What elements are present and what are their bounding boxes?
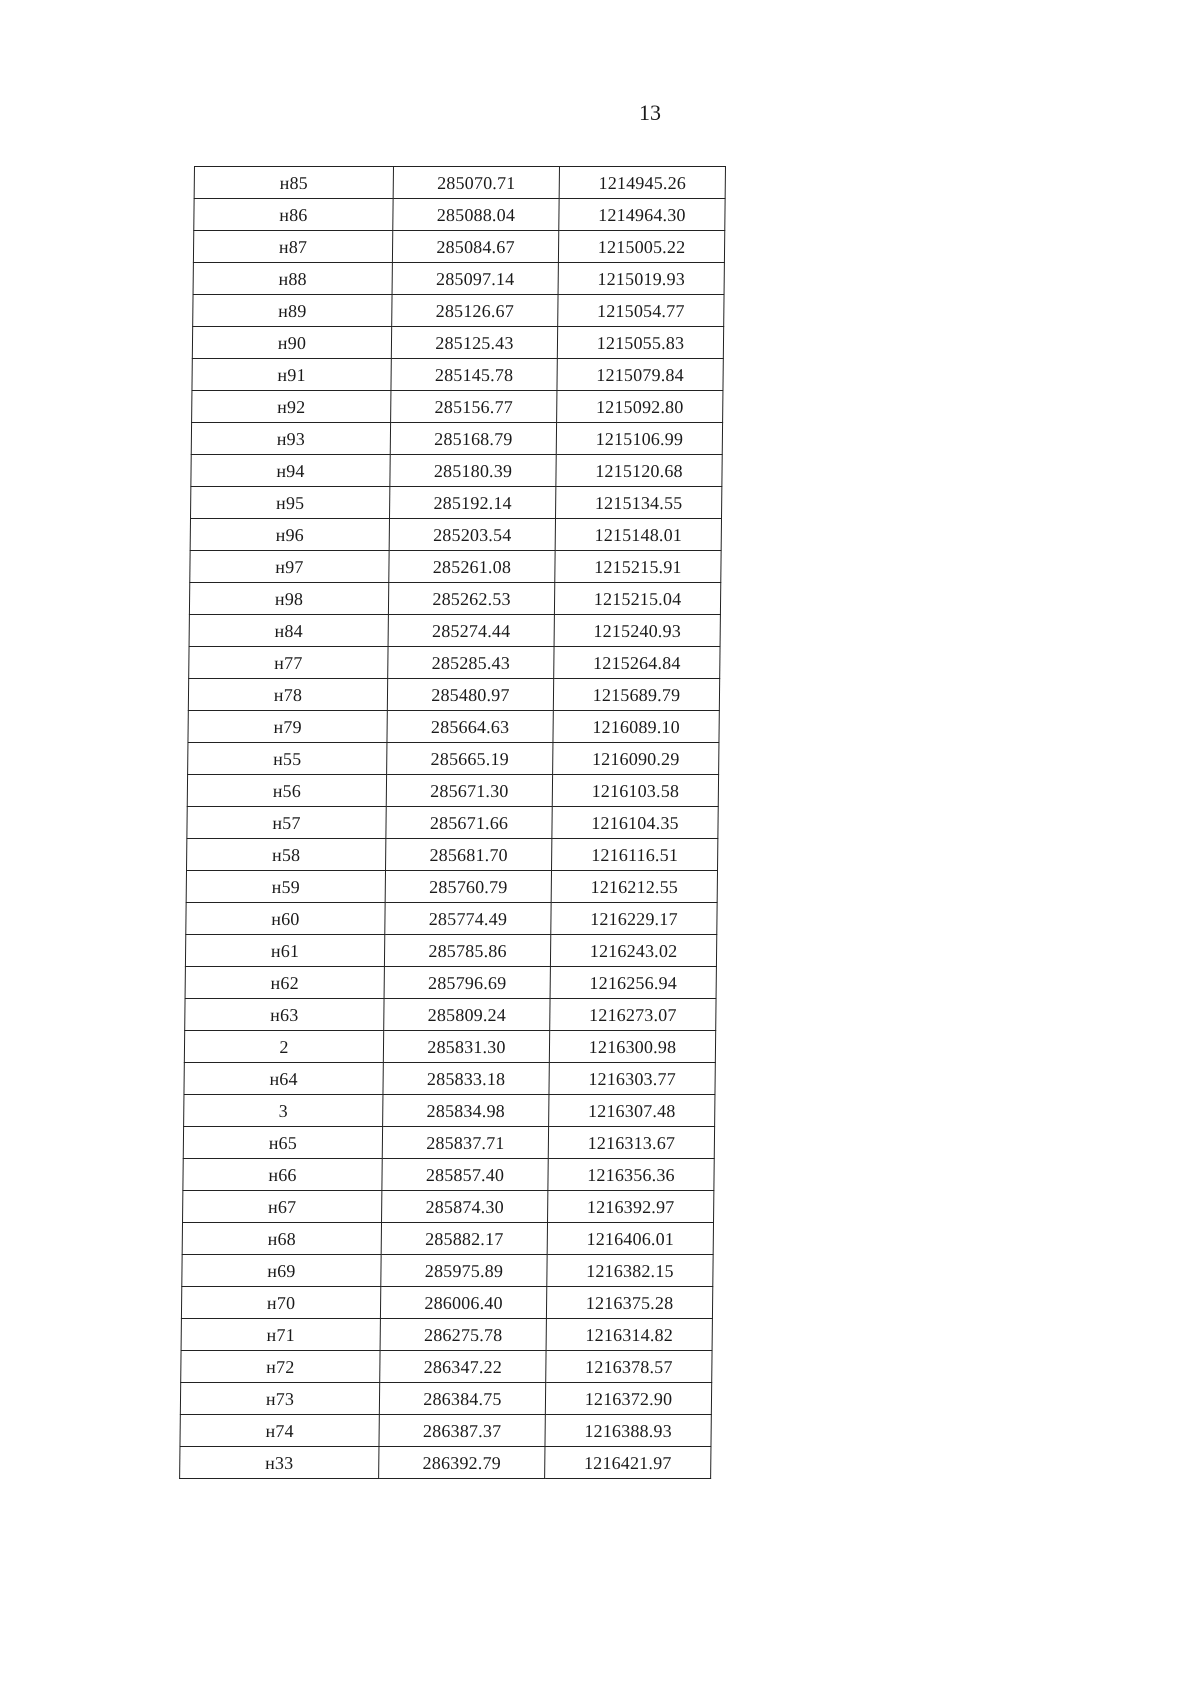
table-row xyxy=(180,1383,711,1415)
point-id-cell: н78 xyxy=(188,679,387,711)
point-id-cell: н33 xyxy=(180,1447,379,1479)
x-coordinate-cell: 285180.39 xyxy=(390,455,556,487)
point-id-cell: н73 xyxy=(180,1383,379,1415)
x-coordinate-cell: 285975.89 xyxy=(381,1255,547,1287)
point-id-cell: н86 xyxy=(194,199,393,231)
y-coordinate-cell: 1215092.80 xyxy=(557,391,723,423)
x-coordinate-cell: 285192.14 xyxy=(390,487,556,519)
table-row xyxy=(189,647,720,679)
table-row xyxy=(183,1127,714,1159)
point-id-cell: н69 xyxy=(182,1255,381,1287)
x-coordinate-cell: 285168.79 xyxy=(390,423,556,455)
x-coordinate-cell: 285760.79 xyxy=(385,871,551,903)
y-coordinate-cell: 1216375.28 xyxy=(546,1287,712,1319)
table-row xyxy=(187,807,718,839)
table-row xyxy=(194,199,725,231)
page-number: 13 xyxy=(639,100,661,125)
point-id-cell: н94 xyxy=(191,455,390,487)
x-coordinate-cell: 286384.75 xyxy=(379,1383,545,1415)
table-row xyxy=(186,903,717,935)
x-coordinate-cell: 285203.54 xyxy=(389,519,555,551)
table-row xyxy=(191,487,722,519)
x-coordinate-cell: 285665.19 xyxy=(387,743,553,775)
x-coordinate-cell: 285834.98 xyxy=(383,1095,549,1127)
y-coordinate-cell: 1216089.10 xyxy=(553,711,719,743)
table-row xyxy=(189,583,720,615)
y-coordinate-cell: 1215148.01 xyxy=(555,519,721,551)
y-coordinate-cell: 1216273.07 xyxy=(550,999,716,1031)
y-coordinate-cell: 1216388.93 xyxy=(545,1415,711,1447)
y-coordinate-cell: 1216313.67 xyxy=(548,1127,714,1159)
table-row xyxy=(192,359,723,391)
table-row xyxy=(183,1191,714,1223)
y-coordinate-cell: 1216116.51 xyxy=(552,839,718,871)
y-coordinate-cell: 1215215.04 xyxy=(554,583,720,615)
x-coordinate-cell: 285664.63 xyxy=(387,711,553,743)
point-id-cell: н87 xyxy=(193,231,392,263)
y-coordinate-cell: 1215120.68 xyxy=(556,455,722,487)
x-coordinate-cell: 285857.40 xyxy=(382,1159,548,1191)
y-coordinate-cell: 1215054.77 xyxy=(558,295,724,327)
y-coordinate-cell: 1216356.36 xyxy=(548,1159,714,1191)
x-coordinate-cell: 285261.08 xyxy=(389,551,555,583)
point-id-cell: н60 xyxy=(186,903,385,935)
point-id-cell: н88 xyxy=(193,263,392,295)
point-id-cell: н56 xyxy=(187,775,386,807)
x-coordinate-cell: 285285.43 xyxy=(388,647,554,679)
table-row xyxy=(194,167,725,199)
point-id-cell: н95 xyxy=(191,487,390,519)
x-coordinate-cell: 285809.24 xyxy=(384,999,550,1031)
point-id-cell: н61 xyxy=(185,935,384,967)
x-coordinate-cell: 285070.71 xyxy=(393,167,559,199)
y-coordinate-cell: 1215689.79 xyxy=(553,679,719,711)
x-coordinate-cell: 285874.30 xyxy=(382,1191,548,1223)
point-id-cell: н67 xyxy=(183,1191,382,1223)
x-coordinate-cell: 286347.22 xyxy=(380,1351,546,1383)
table-row xyxy=(180,1415,711,1447)
point-id-cell: н66 xyxy=(183,1159,382,1191)
point-id-cell: н72 xyxy=(181,1351,380,1383)
x-coordinate-cell: 286006.40 xyxy=(380,1287,546,1319)
x-coordinate-cell: 285796.69 xyxy=(384,967,550,999)
x-coordinate-cell: 286392.79 xyxy=(379,1447,545,1479)
x-coordinate-cell: 285837.71 xyxy=(382,1127,548,1159)
point-id-cell: н91 xyxy=(192,359,391,391)
point-id-cell: н85 xyxy=(194,167,393,199)
coordinates-table xyxy=(179,166,726,1479)
table-row xyxy=(182,1223,713,1255)
x-coordinate-cell: 285480.97 xyxy=(387,679,553,711)
table-row xyxy=(189,615,720,647)
y-coordinate-cell: 1216104.35 xyxy=(552,807,718,839)
y-coordinate-cell: 1216314.82 xyxy=(546,1319,712,1351)
table-row xyxy=(187,839,718,871)
point-id-cell: н58 xyxy=(187,839,386,871)
table-row xyxy=(185,935,716,967)
table-row xyxy=(186,871,717,903)
coordinates-table-body xyxy=(180,167,726,1479)
point-id-cell: н77 xyxy=(189,647,388,679)
table-row xyxy=(184,1031,715,1063)
x-coordinate-cell: 285156.77 xyxy=(391,391,557,423)
y-coordinate-cell: 1214945.26 xyxy=(559,167,725,199)
y-coordinate-cell: 1216392.97 xyxy=(548,1191,714,1223)
point-id-cell: н92 xyxy=(192,391,391,423)
table-row xyxy=(187,775,718,807)
y-coordinate-cell: 1216103.58 xyxy=(552,775,718,807)
y-coordinate-cell: 1216378.57 xyxy=(546,1351,712,1383)
y-coordinate-cell: 1215240.93 xyxy=(554,615,720,647)
x-coordinate-cell: 285671.66 xyxy=(386,807,552,839)
x-coordinate-cell: 285125.43 xyxy=(391,327,557,359)
x-coordinate-cell: 285274.44 xyxy=(388,615,554,647)
table-row xyxy=(192,391,723,423)
y-coordinate-cell: 1215215.91 xyxy=(555,551,721,583)
table-row xyxy=(191,455,722,487)
point-id-cell: н74 xyxy=(180,1415,379,1447)
table-row xyxy=(181,1319,712,1351)
table-row xyxy=(188,711,719,743)
table-row xyxy=(191,423,722,455)
y-coordinate-cell: 1215264.84 xyxy=(554,647,720,679)
y-coordinate-cell: 1216212.55 xyxy=(551,871,717,903)
x-coordinate-cell: 285126.67 xyxy=(392,295,558,327)
x-coordinate-cell: 286387.37 xyxy=(379,1415,545,1447)
x-coordinate-cell: 285785.86 xyxy=(384,935,550,967)
point-id-cell: н96 xyxy=(190,519,389,551)
y-coordinate-cell: 1215079.84 xyxy=(557,359,723,391)
point-id-cell: 3 xyxy=(184,1095,383,1127)
point-id-cell: н57 xyxy=(187,807,386,839)
y-coordinate-cell: 1215055.83 xyxy=(557,327,723,359)
table-row xyxy=(192,327,723,359)
y-coordinate-cell: 1216303.77 xyxy=(549,1063,715,1095)
y-coordinate-cell: 1216243.02 xyxy=(550,935,716,967)
table-row xyxy=(188,743,719,775)
x-coordinate-cell: 285882.17 xyxy=(381,1223,547,1255)
x-coordinate-cell: 285833.18 xyxy=(383,1063,549,1095)
table-row xyxy=(182,1255,713,1287)
y-coordinate-cell: 1216372.90 xyxy=(545,1383,711,1415)
point-id-cell: н84 xyxy=(189,615,388,647)
x-coordinate-cell: 285681.70 xyxy=(386,839,552,871)
point-id-cell: н64 xyxy=(184,1063,383,1095)
point-id-cell: н65 xyxy=(183,1127,382,1159)
point-id-cell: н93 xyxy=(191,423,390,455)
y-coordinate-cell: 1216382.15 xyxy=(547,1255,713,1287)
point-id-cell: н55 xyxy=(188,743,387,775)
y-coordinate-cell: 1216307.48 xyxy=(549,1095,715,1127)
point-id-cell: н71 xyxy=(181,1319,380,1351)
x-coordinate-cell: 285774.49 xyxy=(385,903,551,935)
point-id-cell: н97 xyxy=(190,551,389,583)
y-coordinate-cell: 1216406.01 xyxy=(547,1223,713,1255)
x-coordinate-cell: 285145.78 xyxy=(391,359,557,391)
x-coordinate-cell: 285088.04 xyxy=(393,199,559,231)
point-id-cell: н59 xyxy=(186,871,385,903)
y-coordinate-cell: 1216090.29 xyxy=(553,743,719,775)
point-id-cell: н79 xyxy=(188,711,387,743)
x-coordinate-cell: 285097.14 xyxy=(392,263,558,295)
point-id-cell: 2 xyxy=(184,1031,383,1063)
point-id-cell: н62 xyxy=(185,967,384,999)
x-coordinate-cell: 285831.30 xyxy=(383,1031,549,1063)
point-id-cell: н90 xyxy=(192,327,391,359)
y-coordinate-cell: 1216300.98 xyxy=(549,1031,715,1063)
x-coordinate-cell: 285084.67 xyxy=(392,231,558,263)
table-row xyxy=(193,295,724,327)
point-id-cell: н89 xyxy=(193,295,392,327)
y-coordinate-cell: 1216421.97 xyxy=(545,1447,711,1479)
y-coordinate-cell: 1215106.99 xyxy=(556,423,722,455)
table-row xyxy=(184,1063,715,1095)
table-row xyxy=(185,967,716,999)
point-id-cell: н68 xyxy=(182,1223,381,1255)
point-id-cell: н98 xyxy=(189,583,388,615)
table-row xyxy=(181,1287,712,1319)
table-row xyxy=(180,1447,711,1479)
y-coordinate-cell: 1216229.17 xyxy=(551,903,717,935)
table-row xyxy=(193,231,724,263)
table-row xyxy=(184,1095,715,1127)
point-id-cell: н63 xyxy=(185,999,384,1031)
point-id-cell: н70 xyxy=(181,1287,380,1319)
table-row xyxy=(188,679,719,711)
table-row xyxy=(183,1159,714,1191)
y-coordinate-cell: 1216256.94 xyxy=(550,967,716,999)
table-row xyxy=(190,519,721,551)
y-coordinate-cell: 1214964.30 xyxy=(559,199,725,231)
y-coordinate-cell: 1215005.22 xyxy=(558,231,724,263)
table-row xyxy=(193,263,724,295)
y-coordinate-cell: 1215134.55 xyxy=(556,487,722,519)
y-coordinate-cell: 1215019.93 xyxy=(558,263,724,295)
table-row xyxy=(185,999,716,1031)
x-coordinate-cell: 285671.30 xyxy=(386,775,552,807)
table-row xyxy=(190,551,721,583)
table-row xyxy=(181,1351,712,1383)
x-coordinate-cell: 285262.53 xyxy=(388,583,554,615)
x-coordinate-cell: 286275.78 xyxy=(380,1319,546,1351)
